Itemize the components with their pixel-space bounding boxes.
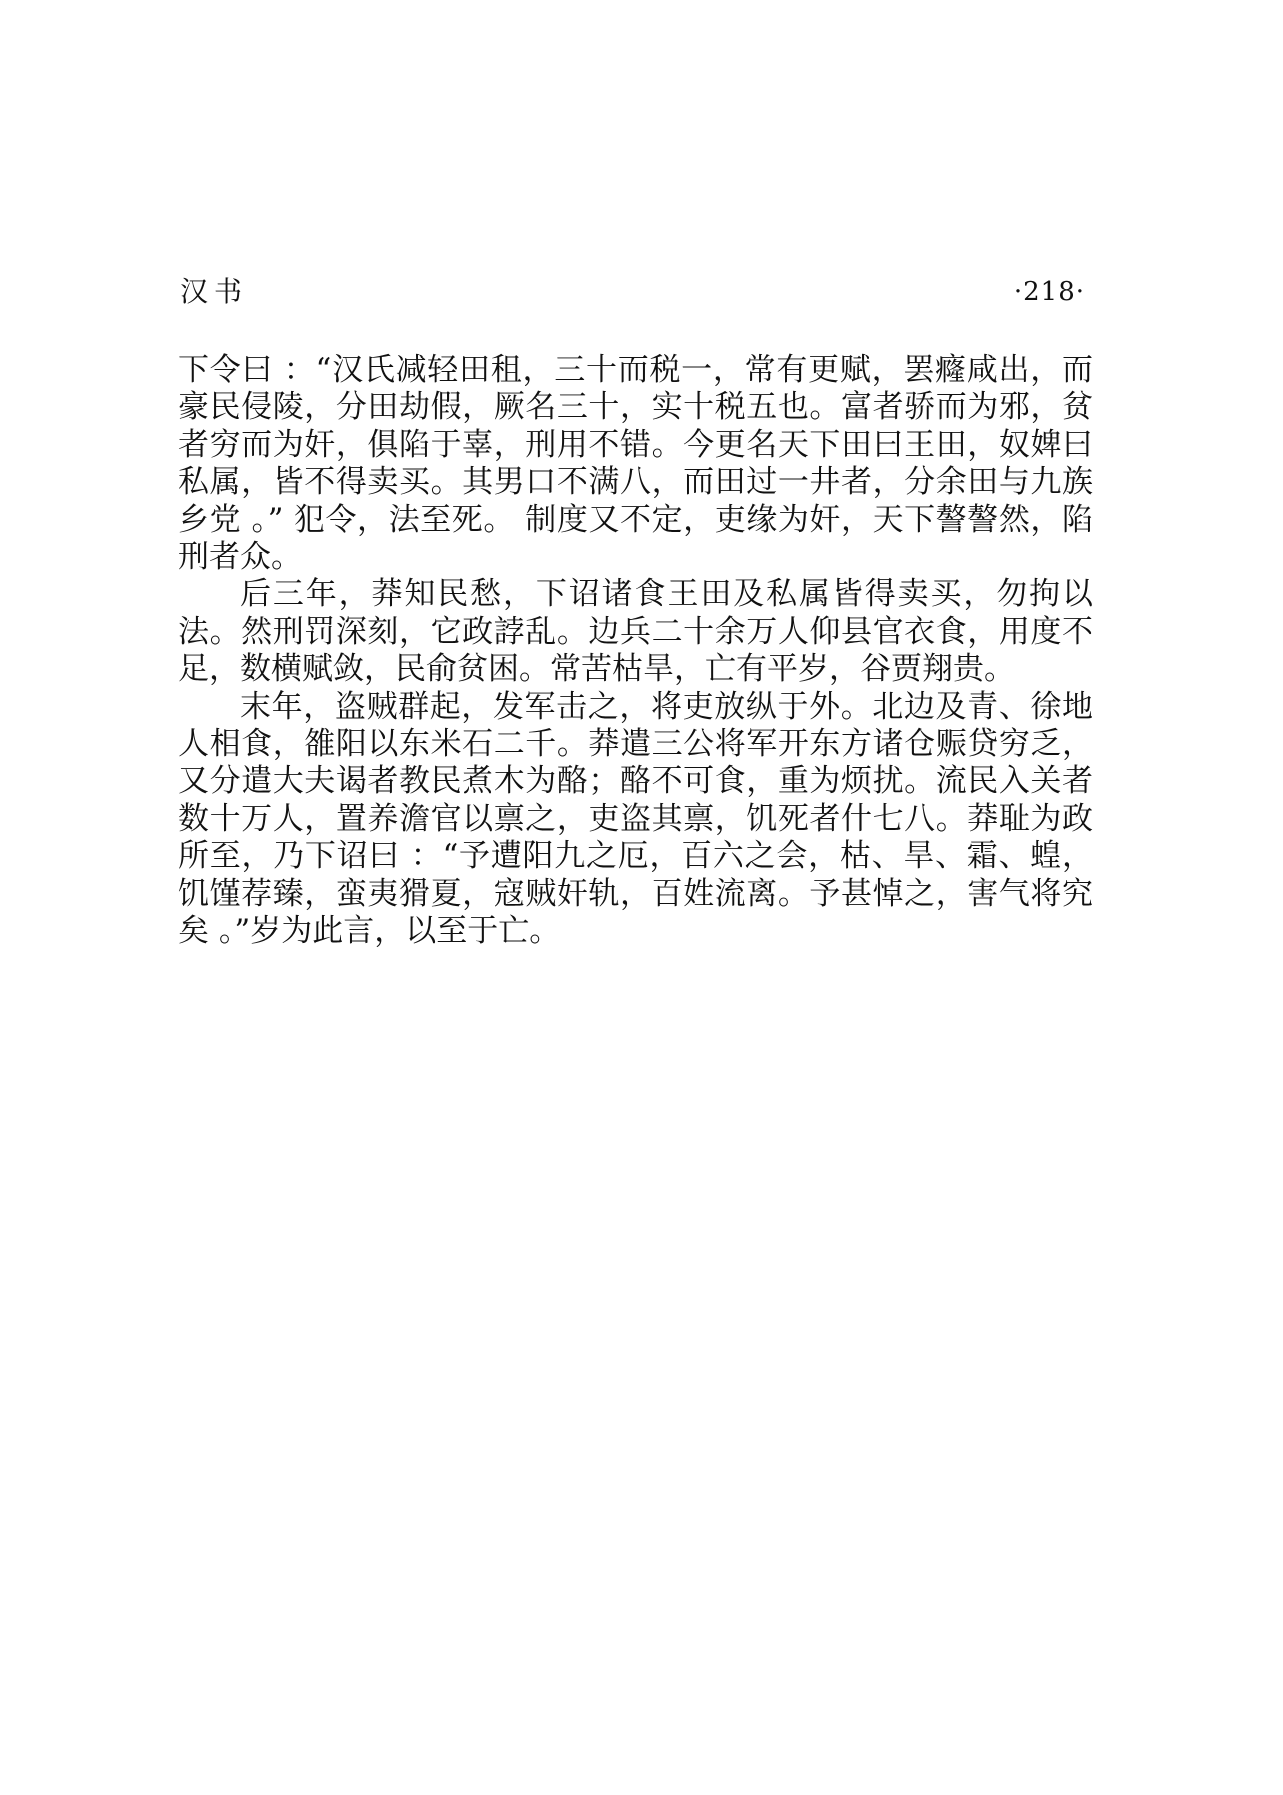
paragraph-2: 后三年，莽知民愁，下诏诸食王田及私属皆得卖买，勿拘以法。然刑罚深刻，它政誖乱。边兵二十余万人仰县官衣食，用度不足，数横赋敛，民俞贫困。常苦枯旱，亡有平岁，谷贾翔贵。 (178, 576, 1093, 688)
book-title: 汉书 (180, 275, 249, 308)
paragraph-1: 下令曰 ：“汉氏减轻田租，三十而税一，常有更赋，罢癃咸出，而豪民侵陵，分田劫假，厥名三十，实十税五也。富者骄而为邪，贫者穷而为奸，俱陷于辜，刑用不错。今更名天下田曰王田，奴婢曰私属，皆不得卖买。其男口不满八，而田过一井者，分余田与九族乡党 。” 犯令，法至死。 制度又不定，吏缘为奸，天下謷謷然，陷刑者众。 (178, 352, 1093, 576)
paragraph-3: 末年，盗贼群起，发军击之，将吏放纵于外。北边及青、徐地人相食，雒阳以东米石二千。莽遣三公将军开东方诸仓赈贷穷乏，又分遣大夫谒者教民煮木为酪；酪不可食，重为烦扰。流民入关者数十万人，置养澹官以禀之，吏盗其禀，饥死者什七八。莽耻为政所至，乃下诏曰 ：“予遭阳九之厄，百六之会，枯、旱、霜、蝗，饥馑荐臻，蛮夷猾夏，寇贼奸轨，百姓流离。予甚悼之，害气将究矣 。”岁为此言，以至于亡。 (178, 688, 1093, 950)
page-header (180, 270, 1085, 314)
page-number: ·218· (1013, 277, 1085, 307)
body-text (178, 352, 1093, 951)
